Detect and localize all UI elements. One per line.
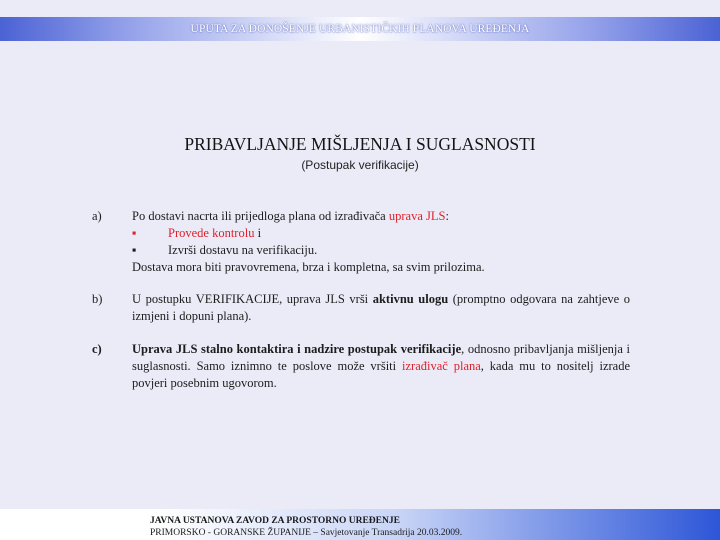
intro-text: Po dostavi nacrta ili prijedloga plana od izrađivača xyxy=(132,209,389,223)
item-body xyxy=(132,208,630,276)
footer-institution: JAVNA USTANOVA ZAVOD ZA PROSTORNO UREĐENJE xyxy=(150,516,400,526)
item-b-bold: aktivnu ulogu xyxy=(372,292,449,306)
slide-subtitle: (Postupak verifikacije) xyxy=(301,158,419,172)
item-marker: a) xyxy=(92,209,102,223)
slide-title: PRIBAVLJANJE MIŠLJENJA I SUGLASNOSTI xyxy=(184,134,536,154)
item-a-intro xyxy=(132,208,630,225)
item-c-text: , odnosno pribavljanja mišljenja i suglasnosti. Samo iznimno te poslove može vršiti xyxy=(132,342,630,373)
header-banner-text: UPUTA ZA DONOŠENJE URBANISTIČKIH PLANOVA UREĐENJA xyxy=(190,23,530,35)
item-c-highlight: izrađivač plana xyxy=(402,359,481,373)
header-banner xyxy=(0,17,720,41)
bullet-text: Izvrši dostavu na verifikaciju. xyxy=(168,243,318,257)
item-c-bold: Uprava JLS stalno kontaktira i nadzire postupak verifikacije xyxy=(132,342,462,356)
item-marker: c) xyxy=(92,342,102,356)
item-c-text-end: , kada mu to nositelj izrade povjeri posebnim ugovorom. xyxy=(132,359,630,390)
item-a-closing: Dostava mora biti pravovremena, brza i kompletna, sa svim prilozima. xyxy=(132,260,485,274)
bullet-square-icon: ▪ xyxy=(132,226,137,240)
bullet-square-icon: ▪ xyxy=(132,243,137,257)
item-marker: b) xyxy=(92,292,103,306)
footer xyxy=(0,509,720,540)
bullet-text: i xyxy=(254,226,262,240)
item-body xyxy=(132,291,630,325)
bullet-item xyxy=(132,225,630,242)
intro-colon: : xyxy=(445,209,449,223)
bullet-item xyxy=(132,242,630,259)
item-body xyxy=(132,341,630,392)
intro-highlight: uprava JLS xyxy=(388,209,446,223)
bullet-highlight: Provede kontrolu xyxy=(168,226,255,240)
footer-event: PRIMORSKO - GORANSKE ŽUPANIJE – Savjetovanje Transadrija 20.03.2009. xyxy=(150,528,463,538)
item-b-text: U postupku VERIFIKACIJE, uprava JLS vrši xyxy=(132,292,373,306)
item-b-text-end: (promptno odgovara na zahtjeve o izmjeni i dopuni plana). xyxy=(132,292,631,323)
